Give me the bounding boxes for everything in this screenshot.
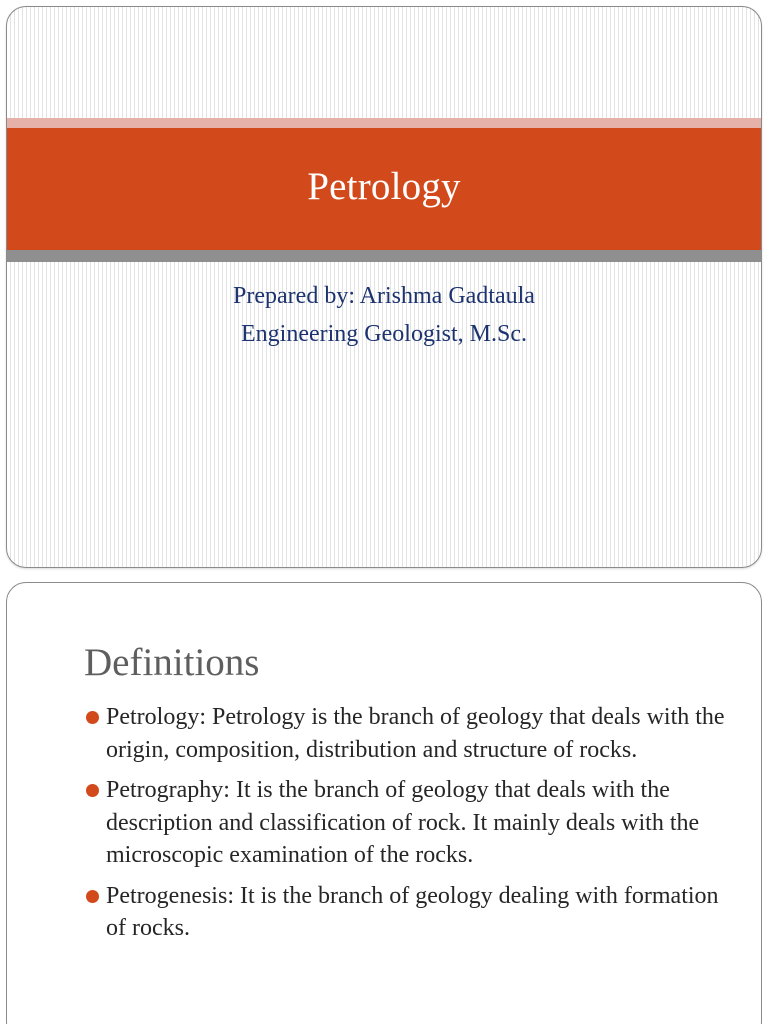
bullet-text: Petrogenesis: It is the branch of geology dealing with formation of rocks. (106, 882, 719, 941)
bullet-dot-icon (86, 890, 99, 903)
definitions-slide (6, 582, 762, 1024)
slide-heading: Definitions (84, 641, 260, 684)
title-banner (7, 128, 761, 250)
author-line: Prepared by: Arishma Gadtaula (233, 283, 535, 309)
list-item (84, 774, 734, 872)
gray-accent-stripe (7, 250, 761, 262)
bullet-list (84, 701, 734, 953)
slide-title: Petrology (307, 164, 461, 208)
subtitle-block (7, 277, 761, 353)
bullet-text: Petrology: Petrology is the branch of geology that deals with the origin, composition, distribution and structure of rocks. (106, 704, 725, 763)
list-item (84, 701, 734, 766)
pink-accent-stripe (7, 118, 761, 128)
title-slide (6, 6, 762, 568)
bullet-text: Petrography: It is the branch of geology that deals with the description and classification of rock. It mainly deals with the microscopic examination of the rocks. (106, 777, 700, 868)
list-item (84, 880, 734, 945)
bullet-dot-icon (86, 711, 99, 724)
author-credentials-line: Engineering Geologist, M.Sc. (241, 321, 527, 347)
bullet-dot-icon (86, 784, 99, 797)
